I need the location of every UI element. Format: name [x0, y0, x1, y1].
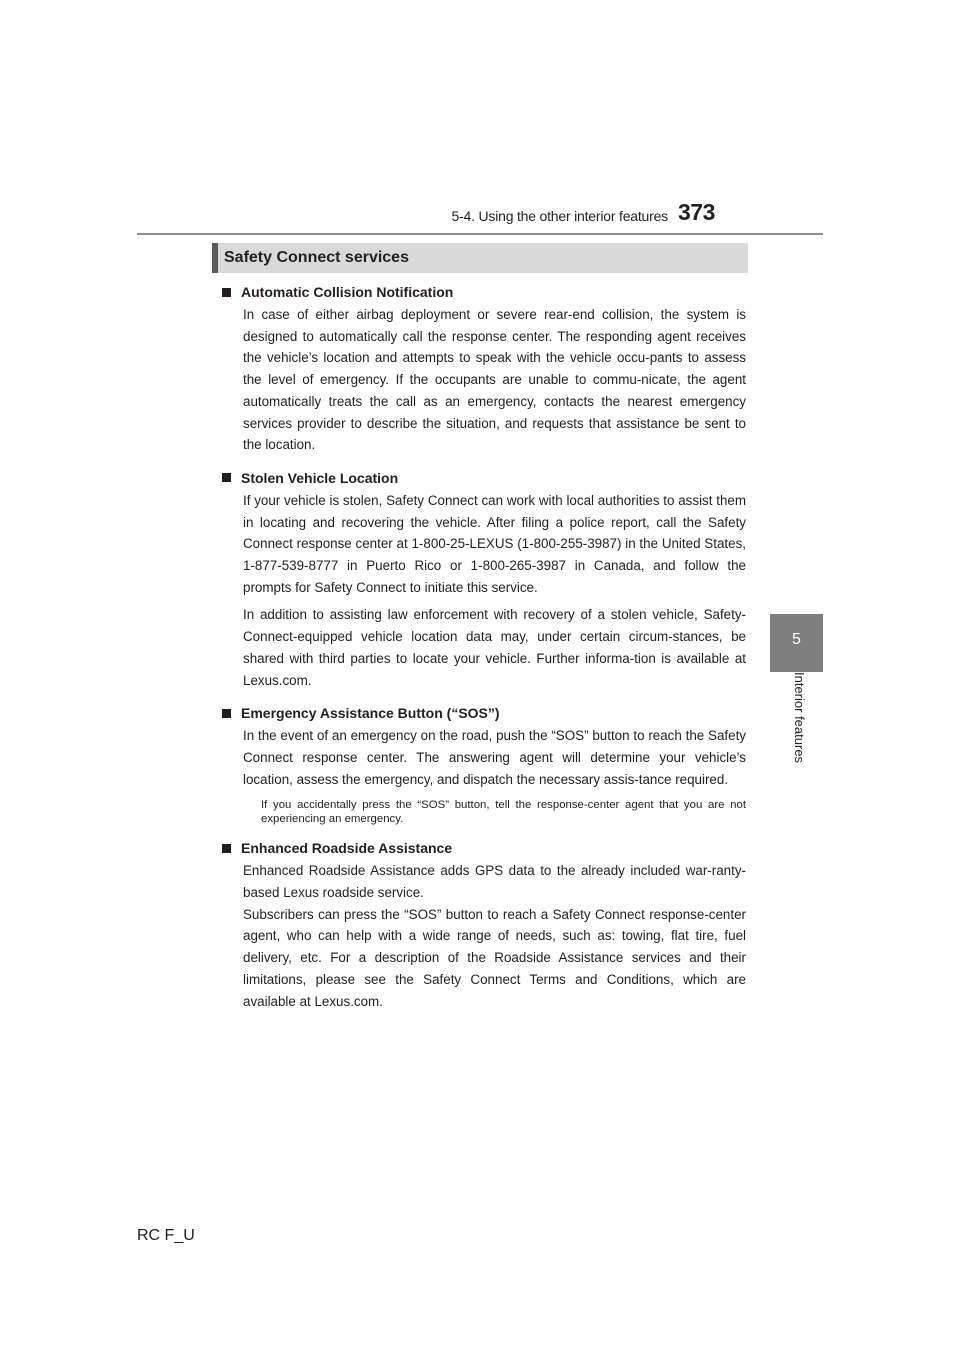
- chapter-title: 5-4. Using the other interior features: [451, 208, 668, 224]
- item-automatic-collision-notification: [222, 280, 746, 456]
- item-stolen-vehicle-location: [222, 466, 746, 691]
- paragraph: Enhanced Roadside Assistance adds GPS data to the already included war-ranty-based Lexus roadside service.: [243, 863, 746, 901]
- item-heading-text: Automatic Collision Notification: [241, 284, 454, 300]
- square-bullet-icon: [222, 844, 231, 853]
- section-title: Safety Connect services: [224, 249, 409, 266]
- item-heading-text: Emergency Assistance Button (“SOS”): [241, 705, 500, 722]
- item-heading: [222, 701, 746, 725]
- square-bullet-icon: [222, 473, 231, 482]
- note: If you accidentally press the “SOS” button, tell the response-center agent that you are not experiencing an emergency.: [261, 799, 746, 826]
- section-header-accent: [212, 243, 218, 273]
- item-heading: [222, 466, 746, 490]
- square-bullet-icon: [222, 709, 231, 718]
- paragraph: If your vehicle is stolen, Safety Connect can work with local authorities to assist them in locating and recovering the vehicle. After filing a police report, call the Safety Connect response center at 1-800-25-LEXUS (1-800-255-3987) in the United States, 1-877-539-8777 in Puerto Rico or 1-800-265-3987 in Canada, and follow the prompts for Safety Connect to initiate this service.: [243, 492, 746, 595]
- header-rule: [137, 233, 823, 235]
- paragraph: In addition to assisting law enforcement with recovery of a stolen vehicle, Safety-Connect-equipped vehicle location data may, under certain circum-stances, be shared with third parties to locate your vehicle. Further informa-tion is available at Lexus.com.: [243, 607, 746, 688]
- item-heading: [222, 836, 746, 860]
- chapter-tab-number: 5: [792, 631, 801, 648]
- page-number: 373: [678, 199, 715, 225]
- paragraph: In case of either airbag deployment or severe rear-end collision, the system is designed to automatically call the response center. The responding agent receives the vehicle’s location and attempts to speak with the vehicle occu-pants to assess the level of emergency. If the occupants are unable to commu-nicate, the agent automatically treats the call as an emergency, contacts the nearest emergency services provider to describe the situation, and requests that assistance be sent to the location.: [243, 307, 746, 453]
- content-body: [222, 280, 746, 1022]
- paragraph: Subscribers can press the “SOS” button to reach a Safety Connect response-center agent, who can help with a wide range of needs, such as: towing, flat tire, fuel delivery, etc. For a description of the Roadside Assistance services and their limitations, please see the Safety Connect Terms and Conditions, which are available at Lexus.com.: [243, 906, 746, 1009]
- item-emergency-assistance-button: [222, 701, 746, 826]
- item-enhanced-roadside-assistance: [222, 836, 746, 1012]
- item-heading: [222, 280, 746, 304]
- square-bullet-icon: [222, 288, 231, 297]
- paragraph: In the event of an emergency on the road, push the “SOS” button to reach the Safety Connect response center. The answering agent will determine your vehicle’s location, assess the emergency, and dispatch the necessary assis-tance required.: [243, 728, 746, 787]
- item-heading-text: Stolen Vehicle Location: [241, 469, 399, 486]
- chapter-tab-label: Interior features: [792, 672, 807, 764]
- footer-model-code: RC F_U: [137, 1227, 195, 1244]
- item-heading-text: Enhanced Roadside Assistance: [241, 840, 453, 857]
